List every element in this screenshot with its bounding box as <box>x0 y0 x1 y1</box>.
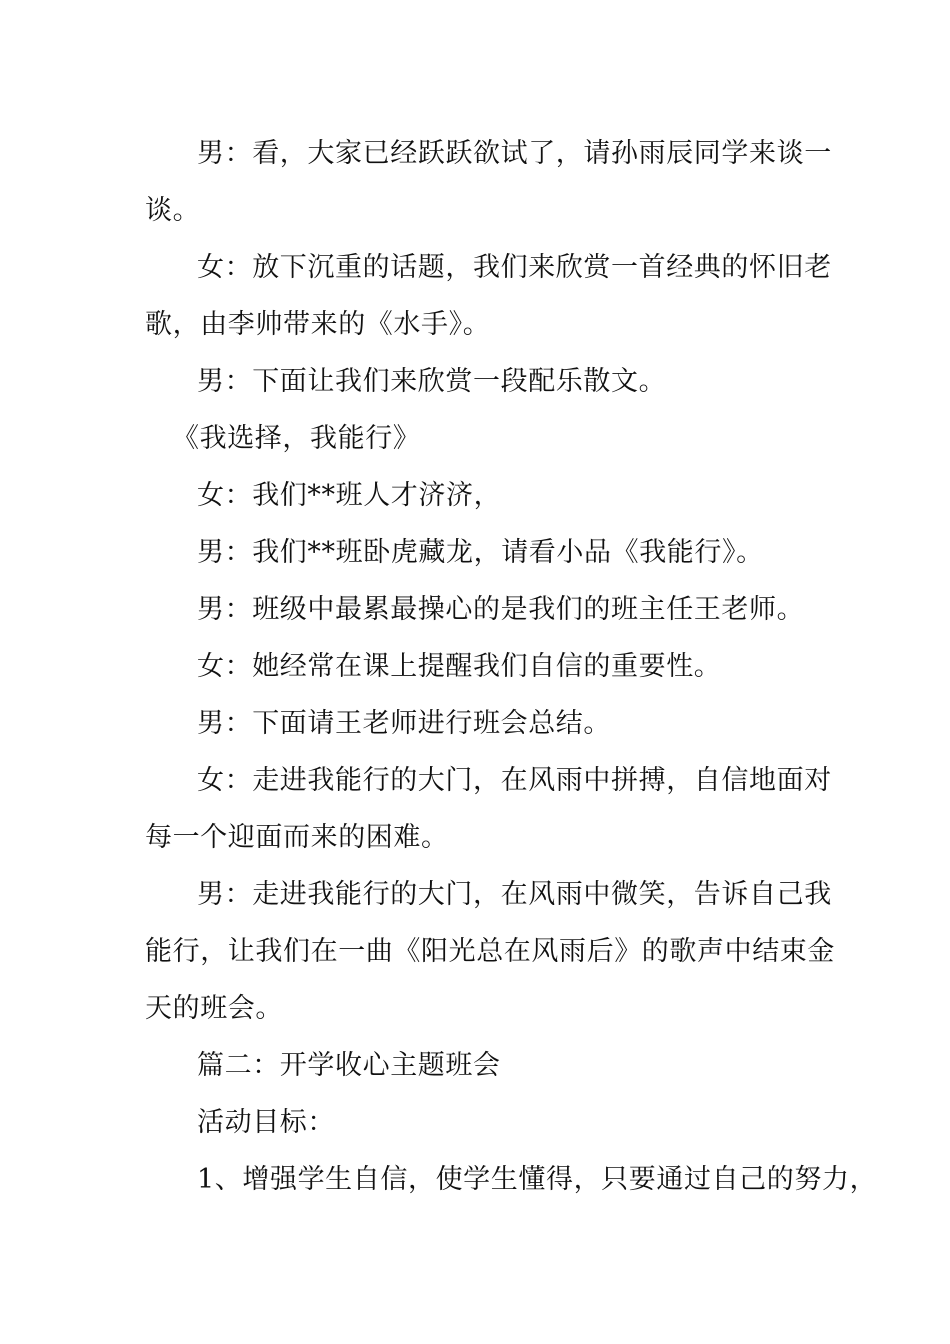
paragraph-line: 女：她经常在课上提醒我们自信的重要性。 <box>197 651 722 682</box>
paragraph-line: 男：下面请王老师进行班会总结。 <box>197 708 611 739</box>
paragraph-line: 谈。 <box>145 195 201 226</box>
paragraph-line: 男：班级中最累最操心的是我们的班主任王老师。 <box>197 594 805 625</box>
paragraph-line: 男：走进我能行的大门，在风雨中微笑，告诉自己我 <box>197 879 832 910</box>
section-heading: 篇二：开学收心主题班会 <box>197 1050 501 1081</box>
paragraph-line: 能行，让我们在一曲《阳光总在风雨后》的歌声中结束金 <box>145 936 835 967</box>
paragraph-line: 天的班会。 <box>145 993 283 1024</box>
section-title: 《我选择，我能行》 <box>172 423 421 454</box>
paragraph-line: 男：下面让我们来欣赏一段配乐散文。 <box>197 366 667 397</box>
paragraph-line: 每一个迎面而来的困难。 <box>145 822 449 853</box>
subheading: 活动目标： <box>197 1107 335 1138</box>
paragraph-line: 女：我们**班人才济济， <box>197 480 502 511</box>
list-item: 1、增强学生自信，使学生懂得，只要通过自己的努力， <box>197 1164 878 1195</box>
paragraph-line: 男：看，大家已经跃跃欲试了，请孙雨辰同学来谈一 <box>197 138 832 169</box>
paragraph-line: 女：走进我能行的大门，在风雨中拼搏，自信地面对 <box>197 765 832 796</box>
paragraph-line: 男：我们**班卧虎藏龙，请看小品《我能行》。 <box>197 537 764 568</box>
paragraph-line: 女：放下沉重的话题，我们来欣赏一首经典的怀旧老 <box>197 252 832 283</box>
paragraph-line: 歌，由李帅带来的《水手》。 <box>145 309 491 340</box>
